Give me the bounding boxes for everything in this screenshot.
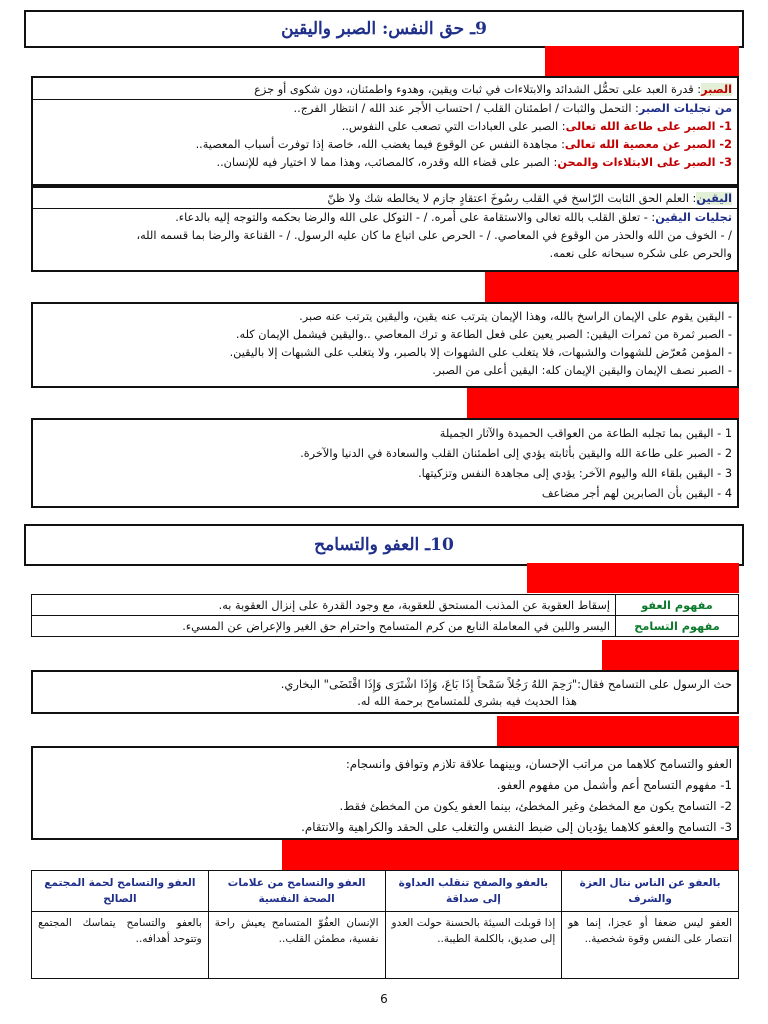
relation-line: 1- مفهوم التسامح أعم وأشمل من مفهوم العفو. <box>496 778 732 792</box>
yaqin-box <box>31 186 739 272</box>
relation-line: - الصبر نصف الإيمان واليقين الإيمان كله: اليقين أعلى من الصبر. <box>432 364 732 377</box>
red-header-bar <box>497 716 739 746</box>
relation-line: 3- التسامح والعفو كلاهما يؤديان إلى ضبط النفس والتغلب على الحقد والكراهية والانتقام. <box>301 820 732 834</box>
relation-line: العفو والتسامح كلاهما من مراتب الإحسان، وبينهما علاقة تلازم وتوافق وانسجام: <box>345 757 732 771</box>
definitions-table <box>31 594 739 637</box>
red-header-bar <box>527 563 739 593</box>
yaqin-definition-text: : العلم الحق الثابت الرّاسخ في القلب رسُوخَ اعتقادٍ جازم لا يخالطه شك ولا ظنّ <box>327 192 697 205</box>
definition-text: اليسر واللين في المعاملة النابع من كرم المتسامح واحترام حق الغير والإعراض عن المسيء. <box>32 616 616 637</box>
sabr-manifest-text: : التحمل والثبات / اطمئنان القلب / احتساب الأجر عند الله / انتظار الفرج.. <box>293 102 639 115</box>
yaqin-definition <box>33 190 737 208</box>
definition-text: إسقاط العقوبة عن المذنب المستحق للعقوبة، مع وجود القدرة على إنزال العقوبة به. <box>32 595 616 616</box>
effects-box <box>31 418 739 508</box>
sabr-type-text: : الصبر على العبادات التي تصعب على النفوس.. <box>341 120 566 133</box>
grid-header: العفو والتسامح لحمة المجتمع الصالح <box>32 871 209 912</box>
effect-line: 4 - اليقين بأن الصابرين لهم أجر مضاعف <box>541 487 732 500</box>
section9-title <box>24 10 744 48</box>
yaqin-manifest-line-3: والحرص على شكره سبحانه على نعمه. <box>549 247 732 260</box>
fruits-grid <box>31 870 739 979</box>
red-header-bar <box>485 272 739 302</box>
red-header-bar <box>602 640 739 670</box>
sabr-manifest-term: من تجليات الصبر <box>638 102 732 115</box>
section10-title-text: 10ـ العفو والتسامح <box>314 535 454 555</box>
effect-line: 1 - اليقين بما تجلبه الطاعة من العواقب الحميدة والآثار الجميلة <box>439 427 732 440</box>
definition-term: مفهوم التسامح <box>616 616 739 637</box>
definition-row <box>32 616 739 637</box>
sabr-type-text: : مجاهدة النفس عن الوقوع فيما يغضب الله، خاصة إذا توفرت أسباب المعصية.. <box>195 138 565 151</box>
hadith-text: حث الرسول على التسامح فقال:"رَحِمَ اللهُ رَجُلاً سَمْحاً إِذَا بَاعَ، وَإِذَا اشْتَرَى وَإِذَا اقْتَضَى" البخاري. <box>280 677 732 691</box>
yaqin-manifest-line-2: / - الخوف من الله والحذر من الوقوع في المعاصي. / - الحرص على اتباع ما كان عليه الرسول. / - القناعة والرضا بما قسمه الله، <box>136 229 732 242</box>
sabr-type-term: 3- الصبر على الابتلاءات والمحن <box>557 156 732 169</box>
grid-cell: العفو ليس ضعفا أو عجزا، إنما هو انتصار على النفس وقوة شخصية.. <box>562 912 739 979</box>
sabr-manifestations <box>33 100 737 118</box>
grid-header: بالعفو والصفح تنقلب العداوة إلى صداقة <box>385 871 562 912</box>
red-header-bar <box>545 46 739 76</box>
relation-line: - الصبر ثمرة من ثمرات اليقين: الصبر يعين على فعل الطاعة و ترك المعاصي ..واليقين فيشمل الإيمان كله. <box>235 328 732 341</box>
sabr-definition-text: : قدرة العبد على تحمُّل الشدائد والابتلاءات في ثبات ويقين، وهدوء واطمئنان، دون شكوى أو جزع <box>254 83 702 96</box>
sabr-term: الصبر <box>701 83 732 96</box>
sabr-type-term: 1- الصبر على طاعة الله تعالى <box>565 120 732 133</box>
red-header-bar <box>467 388 739 418</box>
yaqin-manifest-text: : - تعلق القلب بالله تعالى والاستقامة على أمره. / - التوكل على الله والرضا بحكمه والتوجه إليه بالدعاء. <box>175 211 656 224</box>
relation-line: - المؤمن مُعرّض للشهوات والشبهات، فلا يتغلب على الشهوات إلا بالصبر، ولا يتغلب على الشبهات إلا باليقين. <box>229 346 732 359</box>
sabr-type-3 <box>33 154 737 172</box>
sabr-type-2 <box>33 136 737 154</box>
relation-line: - اليقين يقوم على الإيمان الراسخ بالله، وهذا الإيمان يترتب عنه يقين، واليقين يترتب عنه صبر. <box>299 310 732 323</box>
sabr-type-term: 2- الصبر عن معصية الله تعالى <box>564 138 732 151</box>
definition-row <box>32 595 739 616</box>
yaqin-manifest-term: تجليات اليقين <box>655 211 732 224</box>
afw-tasamuh-relation-box <box>31 746 739 840</box>
sabr-yaqin-relation-box <box>31 302 739 388</box>
hadith-box <box>31 670 739 714</box>
hadith-comment: هذا الحديث فيه بشرى للمتسامح برحمة الله له. <box>357 695 577 708</box>
effect-line: 3 - اليقين بلقاء الله واليوم الآخر: يؤدي إلى مجاهدة النفس وتزكيتها. <box>418 467 732 480</box>
page-number: 6 <box>380 992 388 1006</box>
grid-header: بالعفو عن الناس ننال العزة والشرف <box>562 871 739 912</box>
sabr-box <box>31 76 739 186</box>
effect-line: 2 - الصبر على طاعة الله واليقين بأثابته يؤدي إلى اطمئنان القلب والسعادة في الدنيا والآخرة. <box>300 447 732 460</box>
grid-cell: بالعفو والتسامح يتماسك المجتمع وتتوحد أهدافه.. <box>32 912 209 979</box>
definition-term: مفهوم العفو <box>616 595 739 616</box>
sabr-definition <box>33 81 737 99</box>
grid-body-row <box>32 912 739 979</box>
grid-header-row <box>32 871 739 912</box>
yaqin-manifest-line-1 <box>33 209 737 227</box>
yaqin-term: اليقين <box>696 192 732 205</box>
grid-header: العفو والتسامح من علامات الصحة النفسية <box>208 871 385 912</box>
section9-title-text: 9ـ حق النفس: الصبر واليقين <box>281 19 487 39</box>
grid-cell: إذا قوبلت السيئة بالحسنة حولت العدو إلى صديق، بالكلمة الطيبة.. <box>385 912 562 979</box>
sabr-type-text: : الصبر على قضاء الله وقدره، كالمصائب، وهذا مما لا اختيار فيه للإنسان.. <box>216 156 558 169</box>
red-header-bar <box>282 840 739 870</box>
relation-line: 2- التسامح يكون مع المخطئ وغير المخطئ، بينما العفو يكون من المخطئ فقط. <box>339 799 732 813</box>
sabr-type-1 <box>33 118 737 136</box>
grid-cell: الإنسان العفُوّ المتسامح يعيش راحة نفسية، مطمئن القلب.. <box>208 912 385 979</box>
section10-title <box>24 524 744 566</box>
